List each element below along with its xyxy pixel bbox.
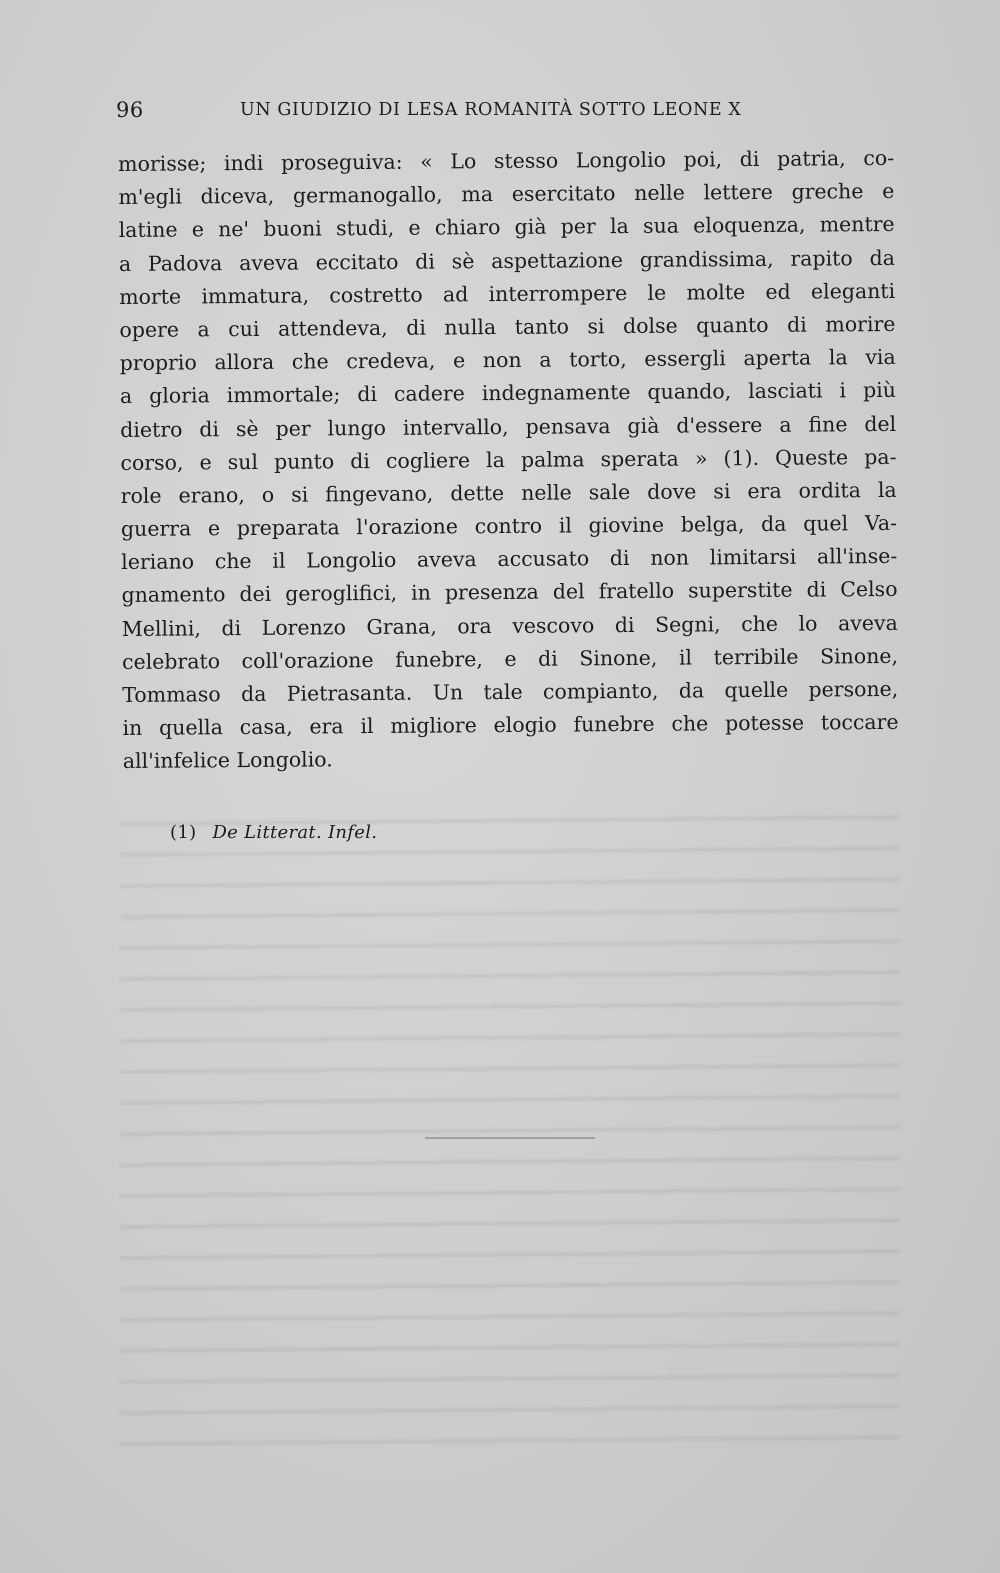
show-through-rule [425, 1137, 595, 1139]
page-number: 96 [116, 98, 144, 122]
text-line: role erano, o si fingevano, dette nelle sale dove si era ordita la [120, 477, 897, 508]
footnote [170, 822, 377, 843]
text-line: opere a cui attendeva, di nulla tanto si dolse quanto di morire [119, 311, 896, 342]
footnote-text: De Litterat. Infel. [212, 822, 378, 843]
text-line: Tommaso da Pietrasanta. Un tale compianto, da quelle persone, [122, 676, 899, 707]
text-line: leriano che il Longolio aveva accusato di non limitarsi all'inse- [121, 544, 898, 575]
text-line: all'infelice Longolio. [122, 747, 333, 774]
text-line: a Padova aveva eccitato di sè aspettazione grandissima, rapito da [118, 245, 895, 276]
text-line: in quella casa, era il migliore elogio funebre che potesse toccare [122, 710, 899, 741]
body-paragraph [118, 142, 899, 779]
text-line: gnamento dei geroglifici, in presenza del fratello superstite di Celso [121, 577, 898, 608]
footnote-marker: (1) [170, 822, 197, 843]
text-line: celebrato coll'orazione funebre, e di Sinone, il terribile Sinone, [121, 643, 899, 674]
text-line: corso, e sul punto di cogliere la palma sperata » (1). Queste pa- [120, 444, 897, 475]
running-title: UN GIUDIZIO DI LESA ROMANITÀ SOTTO LEONE X [240, 100, 742, 120]
text-line: latine e ne' buoni studi, e chiaro già per la sua eloquenza, mentre [118, 212, 895, 243]
text-line: proprio allora che credeva, e non a torto, essergli aperta la via [119, 345, 896, 376]
text-line: dietro di sè per lungo intervallo, pensava già d'essere a fine del [120, 411, 897, 442]
text-line: morte immatura, costretto ad interrompere le molte ed eleganti [119, 278, 896, 309]
text-line: Mellini, di Lorenzo Grana, ora vescovo di Segni, che lo aveva [121, 610, 898, 641]
text-line: m'egli diceva, germanogallo, ma esercitato nelle lettere greche e [118, 179, 895, 210]
text-line: a gloria immortale; di cadere indegnamente quando, lasciati i più [119, 378, 897, 409]
text-line: morisse; indi proseguiva: « Lo stesso Longolio poi, di patria, co- [118, 145, 895, 176]
running-head [116, 98, 896, 128]
show-through-text [120, 800, 900, 1460]
text-line: guerra e preparata l'orazione contro il giovine belga, da quel Va- [120, 510, 898, 542]
